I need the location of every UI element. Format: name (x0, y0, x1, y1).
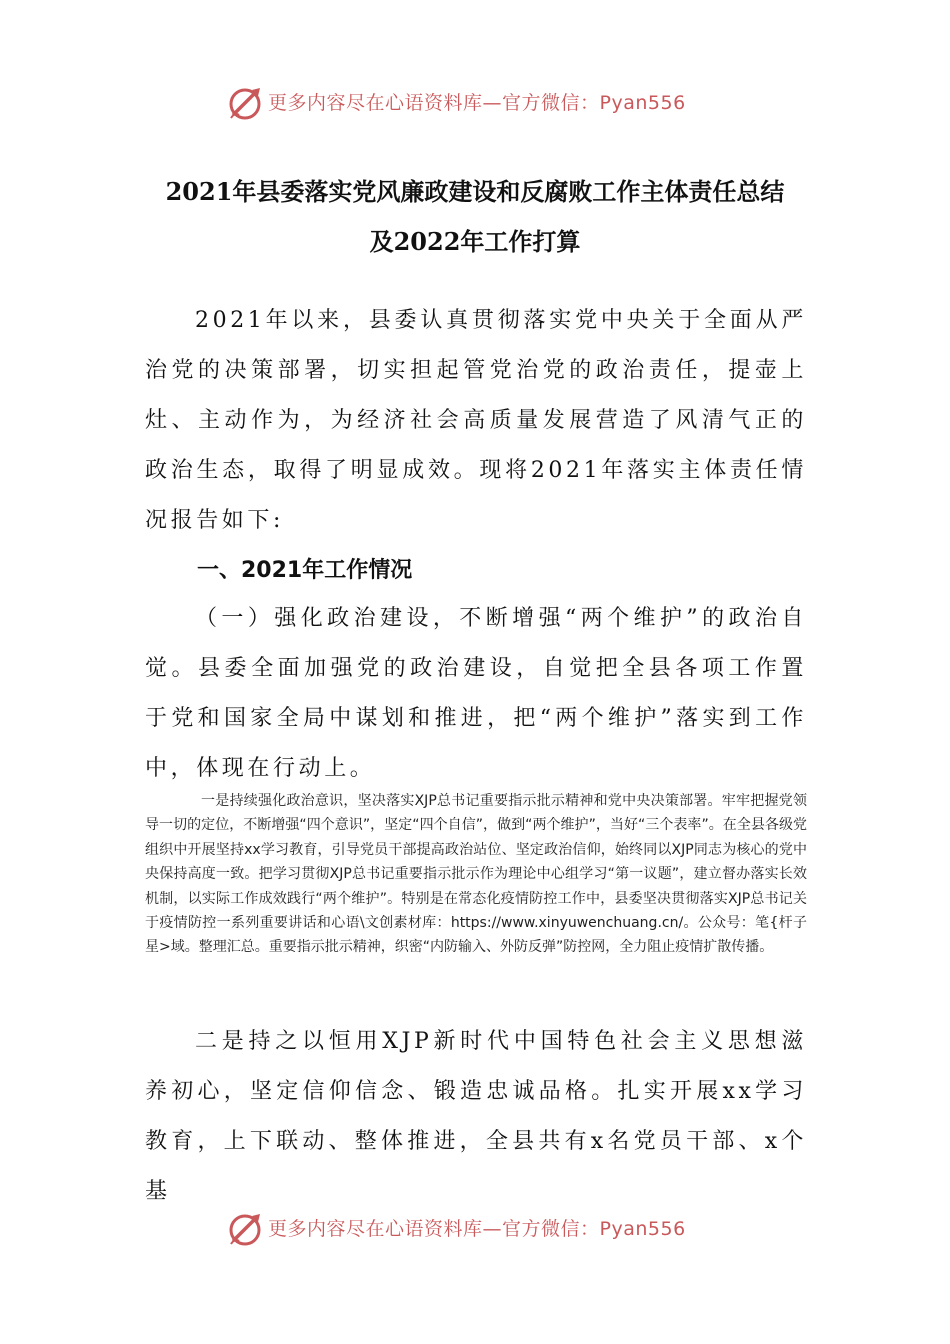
pen-circle-logo-icon (226, 84, 266, 124)
document-title-line-2: 及2022年工作打算 (369, 227, 581, 256)
pen-circle-logo-icon (226, 1210, 266, 1250)
footer-banner (0, 1204, 950, 1254)
document-title-line-1: 2021年县委落实党风廉政建设和反腐败工作主体责任总结 (165, 177, 785, 206)
section-heading: 一、2021年工作情况 (197, 558, 413, 583)
small-text-paragraph: 一是持续强化政治意识，坚决落实XJP总书记重要指示批示精神和党中央决策部署。牢牢把握党领导一切的定位，不断增强“四个意识”，坚定“四个自信”，做到“两个维护”，当好“三个表率”。在全县各级党组织中开展坚持xx学习教育，引导党员干部提高政治站位、坚定政治信仰，始终同以XJP同志为核心的党中央保持高度一致。把学习贯彻XJP总书记重要指示批示作为理论中心组学习“第一议题”，建立督办落实长效机制，以实际工作成效践行“两个维护”。特别是在常态化疫情防控工作中，县委坚决贯彻落实XJP总书记关于疫情防控一系列重要讲话和心语\文创素材库：https://www.xinyuwenchuang.cn/。公众号：笔{杆子星>域。整理汇总。重要指示批示精神，织密“内防输入、外防反弹”防控网，全力阻止疫情扩散传播。 (145, 793, 807, 956)
intro-paragraph: 2021年以来，县委认真贯彻落实党中央关于全面从严治党的决策部署，切实担起管党治党的政治责任，提壶上灶、主动作为，为经济社会高质量发展营造了风清气正的政治生态，取得了明显成效。现将2021年落实主体责任情况报告如下: (145, 308, 807, 533)
header-banner (0, 78, 950, 128)
subsection-paragraph: （一）强化政治建设，不断增强“两个维护”的政治自觉。县委全面加强党的政治建设，自觉把全县各项工作置于党和国家全局中谋划和推进，把“两个维护”落实到工作中，体现在行动上。 (145, 606, 807, 781)
banner-text: 更多内容尽在心语资料库—官方微信：Pyan556 (268, 92, 686, 114)
point-two-paragraph: 二是持之以恒用XJP新时代中国特色社会主义思想滋养初心，坚定信仰信念、锻造忠诚品格。扎实开展xx学习教育，上下联动、整体推进，全县共有x名党员干部、x个基 (145, 1029, 807, 1204)
banner-text: 更多内容尽在心语资料库—官方微信：Pyan556 (268, 1218, 686, 1240)
